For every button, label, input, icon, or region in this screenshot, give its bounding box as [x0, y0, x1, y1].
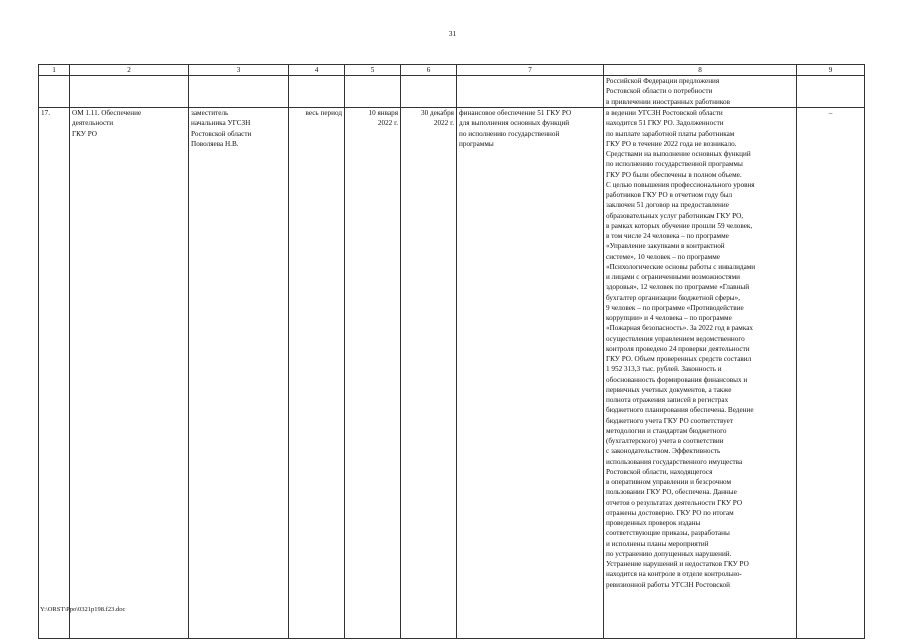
- cell-empty: [457, 76, 604, 108]
- cell-empty: [189, 76, 289, 108]
- start-date-cell: 10 января 2022 г.: [345, 108, 401, 639]
- column-header-7: 7: [457, 65, 604, 76]
- cell-empty: [797, 76, 865, 108]
- cell-empty: [401, 76, 457, 108]
- responsible-cell: заместитель начальника УГСЗН Ростовской области Поволяева Н.В.: [189, 108, 289, 639]
- table-row: [39, 108, 865, 639]
- column-header-4: 4: [289, 65, 345, 76]
- column-header-2: 2: [70, 65, 189, 76]
- end-date-cell: 30 декабря 2022 г.: [401, 108, 457, 639]
- column-header-9: 9: [797, 65, 865, 76]
- page-number: 31: [448, 29, 457, 38]
- cell-empty: [39, 76, 70, 108]
- column-header-5: 5: [345, 65, 401, 76]
- measure-name-cell: ОМ 1.11. Обеспечение деятельности ГКУ РО: [70, 108, 189, 639]
- column-header-6: 6: [401, 65, 457, 76]
- column-header-3: 3: [189, 65, 289, 76]
- header-row: [39, 65, 865, 76]
- expected-result-cell: финансовое обеспечение 51 ГКУ РО для выполнения основных функций по исполнению государственной программы: [457, 108, 604, 639]
- footer-file-path: Y:\ORST\Ppo\0321p198.f23.doc: [40, 606, 126, 613]
- note-cell: –: [797, 108, 865, 639]
- cell-empty: [289, 76, 345, 108]
- column-header-8: 8: [604, 65, 797, 76]
- continuation-result-cell: Российской Федерации предложения Ростовской области о потребности в привлечении иностранных работников: [604, 76, 797, 108]
- cell-empty: [70, 76, 189, 108]
- actual-result-cell: в ведении УГСЗН Ростовской области находится 51 ГКУ РО. Задолженности по выплате заработной платы работникам ГКУ РО в течение 2022 года не возникало. Средствами на выполнение основных функций по исполнению государственной программы ГКУ РО были обеспечены в полном объеме. С целью повышения профессионального уровня работников ГКУ РО в отчетном году был заключен 51 договор на предоставление образовательных услуг работникам ГКУ РО, в рамках которых обучение прошли 59 человек, в том числе 24 человека – по программе «Управление закупками в контрактной системе», 10 человек – по программе «Психологические основы работы с инвалидами и лицами с ограниченными возможностями здоровья», 12 человек по программе «Главный бухгалтер организации бюджетной сферы», 9 человек – по программе «Противодействие коррупции» и 4 человека – по программе «Пожарная безопасность». За 2022 год в рамках осуществления управлением ведомственного контроля проведено 24 проверки деятельности ГКУ РО. Объем проверенных средств составил 1 952 313,3 тыс. рублей. Законность и обоснованность формирования финансовых и первичных учетных документов, а также полнота отражения записей в регистрах бюджетного планирования обеспечена. Ведение бюджетного учета ГКУ РО соответствует методологии и стандартам бюджетного (бухгалтерского) учета в соответствии с законодательством. Эффективность использования государственного имущества Ростовской области, находящегося в оперативном управлении и безсрочном пользовании ГКУ РО, обеспечена. Данные отчетов о результатах деятельности ГКУ РО отражены достоверно. ГКУ РО по итогам проведенных проверок изданы соответствующие приказы, разработаны и исполнены планы мероприятий по устранению допущенных нарушений. Устранение нарушений и недостатков ГКУ РО находится на контроле в отделе контрольно- ревизионной работы УГСЗН Ростовской: [604, 108, 797, 639]
- column-header-1: 1: [39, 65, 70, 76]
- period-cell: весь период: [289, 108, 345, 639]
- table-row-continuation: [39, 76, 865, 108]
- report-table: [38, 64, 865, 639]
- cell-empty: [345, 76, 401, 108]
- row-number-cell: 17.: [39, 108, 70, 639]
